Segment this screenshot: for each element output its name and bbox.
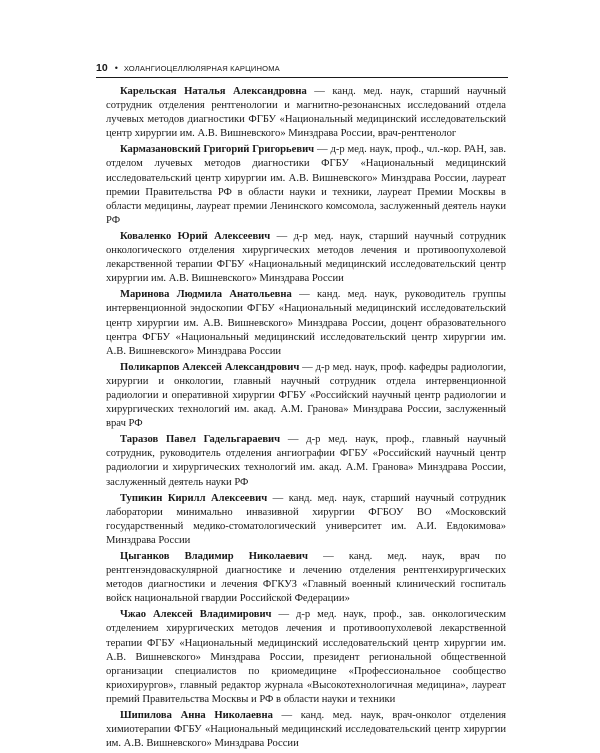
author-name: Тупикин Кирилл Алексеевич (120, 492, 268, 504)
author-entry (106, 709, 506, 751)
author-entry (106, 85, 506, 141)
author-name: Таразов Павел Гадельгараевич (120, 434, 281, 446)
author-name: Карельская Наталья Александровна (120, 86, 307, 97)
author-entry (106, 550, 506, 606)
author-entry (106, 230, 506, 286)
header-bullet: • (114, 63, 118, 73)
author-description: — канд. мед. наук, руководитель группы интервенционной эндоскопии ФГБУ «Национальный медицинский исследовательский центр хирургии им. А.В. Вишневского» Минздрава России, доцент образовательного центра ФГБУ «Национальный медицинский исследовательский центр хирургии им. А.В. Вишневского» Минздрава России (106, 289, 507, 357)
running-header (96, 62, 508, 78)
author-entry (106, 608, 506, 707)
author-description: — канд. мед. наук, старший научный сотрудник отделения рентгенологии и магнитно-резонансных исследований отдела лучевых методов диагностики ФГБУ «Национальный медицинский исследовательский центр хирургии им. А.В. Вишневского» Минздрава России, врач-рентгенолог (106, 86, 506, 140)
author-description: — канд. мед. наук, врач по рентгенэндоваскулярной диагностике и лечению отделения рентгенхирургических методов диагностики и лечения ФГКУЗ «Главный военный клинический госпиталь войск национальной гвардии Российской Федерации» (106, 551, 506, 605)
author-description: — канд. мед. наук, врач-онколог отделения химиотерапии ФГБУ «Национальный медицинский исследовательский центр хирургии им. А.В. Вишневского» Минздрава России (106, 710, 506, 750)
author-description: — д-р мед. наук, проф., зав. онкологическим отделением хирургических методов лечения и противоопухолевой лекарственной терапии ФГБУ «Национальный медицинский исследовательский центр хирургии им. А.В. Вишневского» Минздрава России, президент региональной общественной организации специалистов по криомедицине «Профессиональное сообщество криохирургов», главный редактор журнала «Высокотехнологичная медицина», лауреат премий Правительства Москвы и РФ в области науки и техники (106, 609, 506, 705)
author-name: Шипилова Анна Николаевна (120, 710, 273, 722)
author-name: Коваленко Юрий Алексеевич (120, 230, 271, 242)
author-entry (106, 288, 506, 358)
page-number: 10 (96, 62, 108, 74)
author-name: Маринова Людмила Анатольевна (120, 289, 292, 301)
author-list (106, 85, 506, 753)
author-name: Чжао Алексей Владимирович (120, 609, 272, 621)
author-description: — канд. мед. наук, старший научный сотрудник лаборатории минимально инвазивной хирургии ФГБОУ ВО «Московский государственный медико-стоматологический университет им. А.И. Евдокимова» Минздрава России (106, 492, 506, 546)
author-name: Цыганков Владимир Николаевич (120, 551, 308, 562)
author-description: — д-р мед. наук, проф. кафедры радиологии, хирургии и онкологии, главный научный сотрудник отдела интервенционной радиологии и оперативной хирургии ФГБУ «Российский научный центр радиологии и хирургических технологий им. акад. А.М. Гранова» Минздрава России, заслуженный врач РФ (106, 361, 506, 430)
author-name: Поликарпов Алексей Александрович (120, 361, 300, 373)
author-name: Кармазановский Григорий Григорьевич (120, 144, 315, 156)
author-entry (106, 433, 506, 489)
author-entry (106, 492, 506, 548)
author-description: — д-р мед. наук, старший научный сотрудник онкологического отделения хирургических методов лечения и противоопухолевой лекарственной терапии ФГБУ «Национальный медицинский исследовательский центр хирургии им. А.В. Вишневского» Минздрава России (106, 230, 506, 285)
author-entry (106, 143, 506, 228)
running-title: ХОЛАНГИОЦЕЛЛЮЛЯРНАЯ КАРЦИНОМА (123, 64, 280, 73)
author-entry (106, 361, 506, 431)
author-description: — д-р мед. наук, проф., чл.-кор. РАН, зав. отделом лучевых методов диагностики ФГБУ «Национальный медицинский исследовательский центр хирургии им. А.В. Вишневского» Минздрава России, лауреат премии Правительства РФ в области науки и техники, лауреат Премии Москвы в области медицины, лауреат премии Ленинского комсомола, заслуженный деятель науки РФ (106, 144, 506, 226)
author-description: — д-р мед. наук, проф., главный научный сотрудник, руководитель отделения ангиографии ФГБУ «Российский научный центр радиологии и хирургических технологий им. акад. А.М. Гранова» Минздрава России, заслуженный деятель науки РФ (106, 434, 506, 488)
